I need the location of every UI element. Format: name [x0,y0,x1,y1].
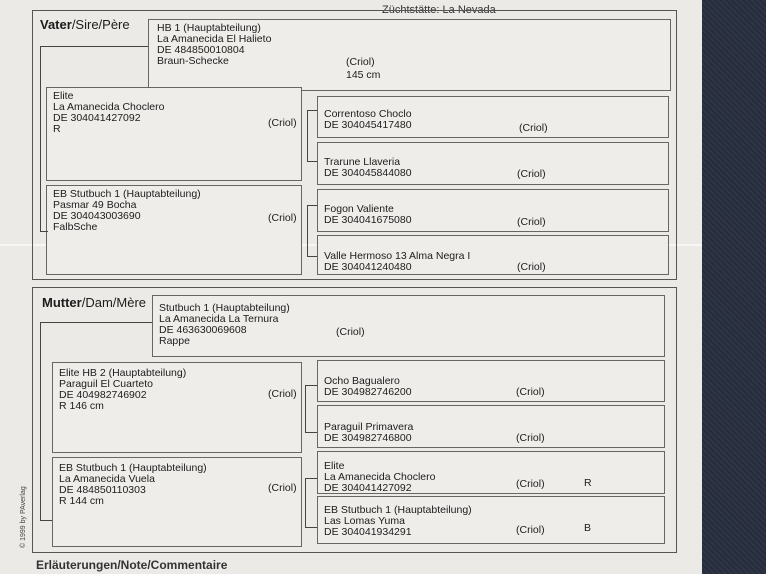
sire-parent1-breed: (Criol) [268,117,297,129]
connector [307,256,317,257]
copyright-text: © 1999 by PAverlag [20,486,27,548]
sire-gp4-box: Valle Hermoso 13 Alma Negra I DE 304041240480 [317,235,669,275]
connector [305,478,306,528]
connector [307,205,317,206]
sire-label: Vater/Sire/Père [40,17,130,32]
dam-parent2-box: EB Stutbuch 1 (Hauptabteilung) La Amanecida Vuela DE 484850110303 R 144 cm [52,457,302,547]
sire-gp2-box: Trarune Llaveria DE 304045844080 [317,142,669,185]
sire-parent1-box: Elite La Amanecida Choclero DE 304041427092 R [46,87,302,181]
connector [40,231,48,232]
sire-gp3-box: Fogon Valiente DE 304041675080 [317,189,669,232]
dam-gp1-breed: (Criol) [516,386,545,398]
sire-gp3-breed: (Criol) [517,216,546,228]
dam-main-box: Stutbuch 1 (Hauptabteilung) La Amanecida La Ternura DE 463630069608 Rappe [152,295,665,357]
dam-gp2-breed: (Criol) [516,432,545,444]
sire-breed: (Criol) [346,56,375,68]
sire-gp2-breed: (Criol) [517,168,546,180]
dam-gp3-breed: (Criol) [516,478,545,490]
dam-gp4-color: B [584,522,592,534]
background-fabric [702,0,766,574]
connector [40,46,148,47]
dam-parent1-box: Elite HB 2 (Hauptabteilung) Paraguil El Cuarteto DE 404982746902 R 146 cm [52,362,302,453]
sire-height: 145 cm [346,69,381,81]
sire-main-box: HB 1 (Hauptabteilung) La Amanecida El Halieto DE 484850010804 Braun-Schecke [148,19,671,91]
dam-label: Mutter/Dam/Mère [42,295,147,310]
connector [307,205,308,257]
footer-notes-label: Erläuterungen/Note/Commentaire [36,558,228,572]
connector [305,478,317,479]
connector [305,432,317,433]
connector [40,322,41,521]
dam-parent1-breed: (Criol) [268,388,297,400]
dam-gp3-color: R [584,477,592,489]
connector [305,385,306,433]
connector [307,110,317,111]
dam-gp4-box: EB Stutbuch 1 (Hauptabteilung) Las Lomas Yuma DE 304041934291 [317,496,665,544]
sire-parent2-breed: (Criol) [268,212,297,224]
connector [307,110,308,162]
sire-parent2-box: EB Stutbuch 1 (Hauptabteilung) Pasmar 49 Bocha DE 304043003690 FalbSche [46,185,302,275]
dam-gp2-box: Paraguil Primavera DE 304982746800 [317,405,665,448]
dam-breed: (Criol) [336,326,365,338]
breeder-header: Züchtstätte: La Nevada [382,4,496,16]
dam-gp4-breed: (Criol) [516,524,545,536]
dam-gp3-box: Elite La Amanecida Choclero DE 304041427092 [317,451,665,494]
dam-gp1-box: Ocho Bagualero DE 304982746200 [317,360,665,402]
sire-gp1-breed: (Criol) [519,122,548,134]
connector [305,385,317,386]
connector [40,322,152,323]
connector [40,46,41,232]
connector [305,527,317,528]
sire-gp1-box: Correntoso Choclo DE 304045417480 [317,96,669,138]
dam-parent2-breed: (Criol) [268,482,297,494]
connector [307,161,317,162]
sire-gp4-breed: (Criol) [517,261,546,273]
connector [40,520,52,521]
